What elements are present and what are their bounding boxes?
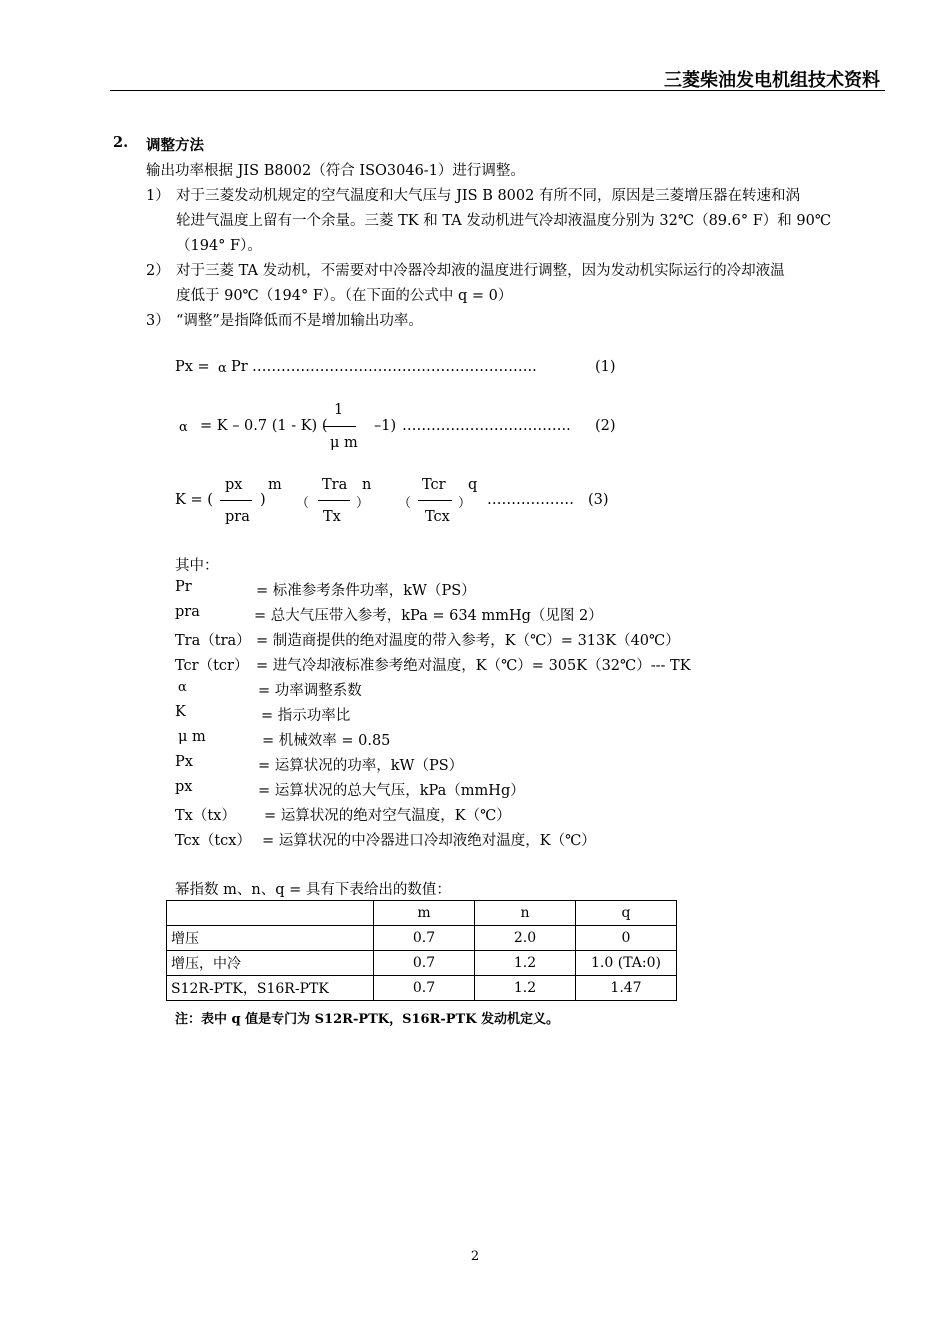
def-symbol-pra: pra <box>175 604 200 620</box>
table-cell: 1.2 <box>475 951 576 976</box>
def-desc-k: = 指示功率比 <box>261 708 351 724</box>
formula-3-close-1: ) <box>260 492 266 508</box>
table-row <box>167 951 677 976</box>
table-header-row <box>167 901 677 926</box>
formula-3-number: (3) <box>588 492 609 508</box>
table-cell: 0 <box>576 926 677 951</box>
def-symbol-tcx: Tcx（tcx） <box>175 833 251 849</box>
formula-3-px: px <box>225 477 243 493</box>
table-row <box>167 926 677 951</box>
table-cell: 增压 <box>167 926 374 951</box>
table-header-cell: m <box>374 901 475 926</box>
def-desc-tra: = 制造商提供的绝对温度的带入参考，K（℃）= 313K（40℃） <box>256 633 680 649</box>
definitions-heading: 其中： <box>175 558 219 574</box>
formula-2-numerator: 1 <box>334 402 344 418</box>
formula-2-dots: …………………………….. <box>402 418 571 434</box>
def-desc-pr: = 标准参考条件功率，kW（PS） <box>256 583 476 599</box>
def-desc-px-pressure: = 运算状况的总大气压，kPa（mmHg） <box>258 783 525 799</box>
formula-3-tra: Tra <box>322 477 348 493</box>
formula-3-lhs: K = ( <box>175 492 213 508</box>
def-symbol-px-power: Px <box>175 754 193 770</box>
def-desc-tx: = 运算状况的绝对空气温度，K（℃） <box>264 808 511 824</box>
table-cell: 0.7 <box>374 926 475 951</box>
exponents-caption: 幂指数 m、n、q = 具有下表给出的数值： <box>175 882 451 898</box>
formula-2-tail: –1) <box>374 418 397 434</box>
item-3-line-1: “调整”是指降低而不是增加输出功率。 <box>176 313 423 329</box>
table-header-cell: q <box>576 901 677 926</box>
def-symbol-mu-m: μ m <box>178 729 206 745</box>
def-symbol-pr: Pr <box>175 579 192 595</box>
def-desc-alpha: = 功率调整系数 <box>258 683 362 699</box>
item-3-number: 3） <box>146 313 170 329</box>
item-1-line-2: 轮进气温度上留有一个余量。三菱 TK 和 TA 发动机进气冷却液温度分别为 32℃（89.6° F）和 90℃ <box>176 213 832 229</box>
header-rule <box>110 90 885 91</box>
table-cell: 1.47 <box>576 976 677 1001</box>
table-cell: S12R-PTK，S16R-PTK <box>167 976 374 1001</box>
formula-2-number: (2) <box>595 418 616 434</box>
section-intro: 输出功率根据 JIS B8002（符合 ISO3046-1）进行调整。 <box>146 163 525 179</box>
section-title: 调整方法 <box>146 137 204 154</box>
def-symbol-px-pressure: px <box>175 779 193 795</box>
table-cell: 2.0 <box>475 926 576 951</box>
def-desc-tcr: = 进气冷却液标准参考绝对温度，K（℃）= 305K（32℃）--- TK <box>256 658 691 674</box>
def-symbol-k: K <box>175 704 186 720</box>
item-1-line-3: （194° F）。 <box>176 238 262 254</box>
def-symbol-tcr: Tcr（tcr） <box>175 658 249 674</box>
formula-3-exp-m: m <box>268 477 282 493</box>
def-symbol-tra: Tra（tra） <box>175 633 251 649</box>
table-cell: 1.2 <box>475 976 576 1001</box>
table-note: 注：表中 q 值是专门为 S12R-PTK，S16R-PTK 发动机定义。 <box>175 1012 560 1027</box>
def-desc-pra: = 总大气压带入参考，kPa = 634 mmHg（见图 2） <box>254 608 603 624</box>
table-cell: 1.0 (TA:0) <box>576 951 677 976</box>
table-header-cell <box>167 901 374 926</box>
formula-3-exp-q: q <box>468 477 478 493</box>
formula-3-tcx: Tcx <box>425 509 450 525</box>
formula-2-alpha: α <box>179 420 188 435</box>
item-1-line-1: 对于三菱发动机规定的空气温度和大气压与 JIS B 8002 有所不同，原因是三菱增压器在转速和涡 <box>176 188 800 204</box>
formula-3-tcr: Tcr <box>422 477 446 493</box>
def-desc-px-power: = 运算状况的功率，kW（PS） <box>258 758 464 774</box>
formula-3-fraction-bar-1 <box>220 500 252 501</box>
formula-3-tx: Tx <box>323 509 341 525</box>
def-symbol-alpha: α <box>178 680 187 695</box>
exponents-table <box>166 900 677 1001</box>
item-2-line-2: 度低于 90℃（194° F）。（在下面的公式中 q = 0） <box>176 288 513 304</box>
item-1-number: 1） <box>146 188 170 204</box>
formula-3-close-2: ） <box>356 496 370 511</box>
formula-1-rhs: Pr <box>231 359 248 375</box>
formula-3-fraction-bar-2 <box>318 500 350 501</box>
formula-3-open-2: （ <box>296 496 310 511</box>
item-2-line-1: 对于三菱 TA 发动机，不需要对中冷器冷却液的温度进行调整，因为发动机实际运行的冷却液温 <box>176 263 785 279</box>
table-header-cell: n <box>475 901 576 926</box>
formula-3-close-3: ） <box>458 496 472 511</box>
formula-3-fraction-bar-3 <box>418 500 452 501</box>
def-desc-tcx: = 运算状况的中冷器进口冷却液绝对温度，K（℃） <box>262 833 596 849</box>
formula-1-lhs: Px = <box>175 359 210 375</box>
formula-2-denominator: μ m <box>330 435 358 451</box>
item-2-number: 2） <box>146 263 170 279</box>
table-cell: 0.7 <box>374 951 475 976</box>
table-cell: 增压，中冷 <box>167 951 374 976</box>
formula-1-alpha: α <box>218 361 227 376</box>
formula-3-pra: pra <box>225 509 250 525</box>
document-header-title: 三菱柴油发电机组技术资料 <box>664 70 880 91</box>
formula-3-open-3: （ <box>398 496 412 511</box>
table-cell: 0.7 <box>374 976 475 1001</box>
formula-2-expr: = K – 0.7 (1 - K) ( <box>200 418 328 434</box>
page-number: 2 <box>470 1249 480 1264</box>
def-symbol-tx: Tx（tx） <box>175 808 236 824</box>
formula-2-fraction-bar <box>324 426 356 427</box>
formula-3-exp-n: n <box>362 477 372 493</box>
table-row <box>167 976 677 1001</box>
formula-1-dots: ………………………………………………….. <box>252 359 537 375</box>
def-desc-mu-m: = 机械效率 = 0.85 <box>262 733 391 749</box>
section-number: 2. <box>113 134 129 151</box>
formula-1-number: (1) <box>595 359 616 375</box>
formula-3-dots: ……………… <box>487 492 574 508</box>
